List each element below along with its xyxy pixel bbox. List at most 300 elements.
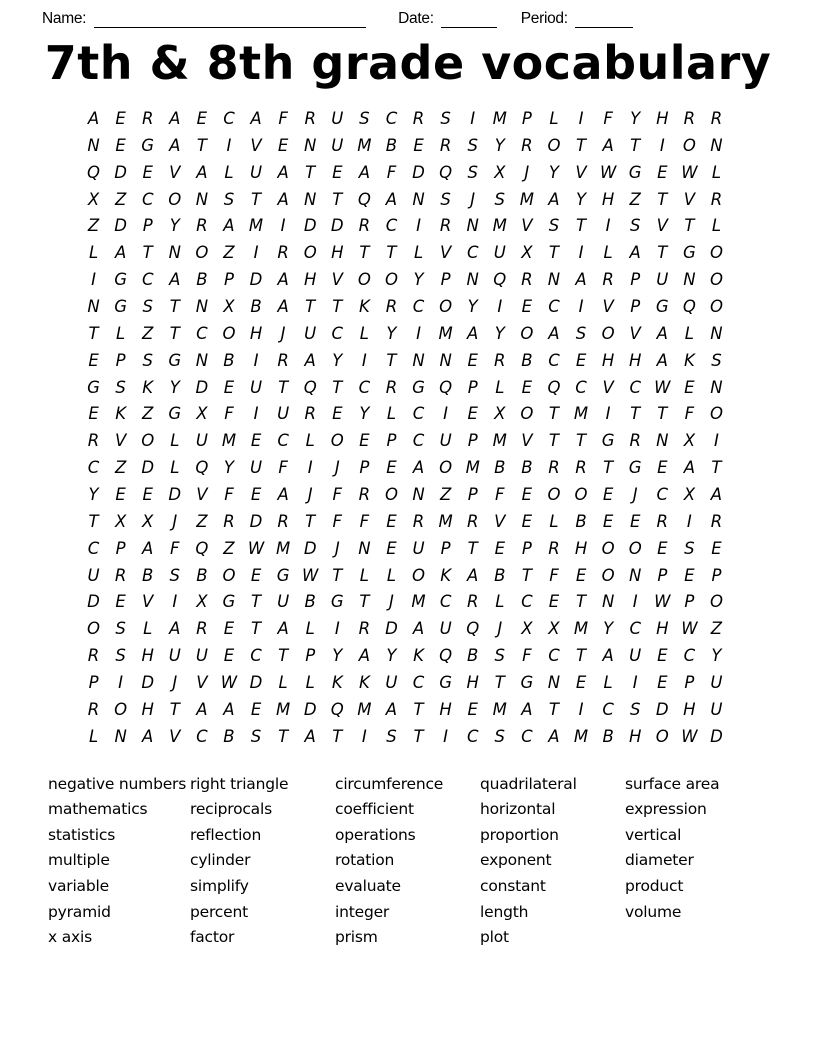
grid-cell: B [223,726,235,746]
word-bank-item: negative numbers [48,774,187,793]
grid-cell: O [303,243,317,263]
grid-cell: F [359,511,370,531]
grid-cell: D [249,511,263,531]
grid-cell: I [659,135,665,155]
grid-cell: T [332,377,343,397]
grid-cell: A [358,162,371,182]
grid-cell: L [684,323,694,343]
grid-cell: J [280,323,286,343]
grid-cell: P [386,431,397,451]
grid-cell: W [654,592,671,612]
grid-cell: G [439,672,453,692]
grid-cell: N [710,377,723,397]
grid-cell: R [656,511,669,531]
grid-cell: T [250,189,262,209]
word-bank-item: multiple [48,851,110,870]
grid-cell: W [247,538,265,558]
grid-cell: E [657,538,668,558]
word-bank-item: evaluate [335,877,401,895]
grid-cell: C [575,377,587,397]
grid-cell: E [684,377,695,397]
grid-cell: O [439,296,453,316]
grid-cell: I [253,243,259,263]
grid-cell: T [169,323,180,343]
word-bank-item: proportion [480,825,559,844]
grid-cell: V [169,726,181,746]
grid-row [80,454,730,481]
grid-cell: T [278,726,289,746]
grid-cell: R [466,511,479,531]
grid-cell: D [168,484,182,504]
grid-cell: C [385,216,398,236]
grid-cell: J [632,484,638,504]
grid-cell: U [656,270,669,290]
grid-cell: L [170,458,180,478]
grid-cell: T [413,699,424,719]
word-bank [0,772,816,951]
grid-cell: R [602,270,614,290]
grid-cell: Q [466,619,480,639]
grid-cell: N [114,726,127,746]
grid-cell: Z [87,216,100,236]
grid-cell: C [358,377,371,397]
grid-cell: C [439,592,452,612]
grid-cell: C [331,323,344,343]
grid-cell: U [250,458,263,478]
grid-cell: T [548,431,559,451]
word-bank-item: right triangle [190,774,289,793]
grid-cell: V [439,243,452,263]
grid-cell: L [143,619,153,639]
grid-cell: E [223,619,235,639]
grid-cell: P [467,431,478,451]
grid-cell: V [575,162,587,182]
grid-cell: T [603,458,614,478]
grid-cell: Z [142,323,154,343]
grid-cell: A [412,619,425,639]
grid-cell: R [196,216,208,236]
grid-cell: P [521,538,532,558]
grid-cell: Q [439,377,453,397]
grid-cell: A [467,565,479,585]
grid-cell: L [386,404,397,424]
grid-cell: F [278,458,288,478]
grid-cell: E [386,511,397,531]
grid-cell: H [628,726,642,746]
word-bank-item: vertical [625,825,682,844]
grid-cell: K [115,404,127,424]
grid-cell: C [548,350,560,370]
word-bank-item: statistics [48,825,116,844]
grid-cell: Q [87,162,101,182]
grid-cell: V [494,511,506,531]
grid-cell: S [223,189,235,209]
word-bank-item: pyramid [48,902,111,921]
grid-cell: Y [494,323,505,343]
grid-cell: T [142,243,153,263]
grid-cell: I [226,135,232,155]
grid-cell: P [684,672,695,692]
grid-cell: A [114,243,127,263]
grid-cell: E [521,296,533,316]
grid-row [80,239,730,266]
grid-cell: O [520,404,534,424]
grid-cell: P [305,646,316,666]
grid-cell: C [412,404,425,424]
grid-cell: T [88,511,99,531]
grid-cell: T [359,243,370,263]
grid-cell: E [602,484,614,504]
grid-cell: A [710,484,723,504]
grid-cell: K [413,646,424,666]
grid-cell: T [711,458,722,478]
grid-cell: X [494,162,506,182]
grid-cell: N [656,431,669,451]
grid-cell: Y [169,216,180,236]
grid-cell: R [629,431,641,451]
grid-cell: A [304,350,316,370]
grid-cell: N [547,270,561,290]
grid-cell: R [575,458,587,478]
grid-cell: X [87,189,100,209]
grid-row [80,669,730,696]
grid-cell: H [141,699,154,719]
grid-cell: N [87,135,100,155]
grid-cell: R [196,619,208,639]
grid-cell: O [601,565,615,585]
grid-cell: G [520,672,534,692]
grid-cell: N [358,538,371,558]
grid-cell: E [223,377,235,397]
grid-cell: M [492,216,507,236]
grid-cell: E [684,565,695,585]
grid-cell: T [250,619,262,639]
grid-cell: Y [630,108,641,128]
grid-cell: S [440,189,451,209]
grid-cell: A [358,646,371,666]
grid-cell: P [142,216,153,236]
grid-cell: X [142,511,154,531]
grid-row [80,508,730,535]
grid-cell: A [412,458,425,478]
grid-cell: O [384,270,398,290]
grid-cell: O [141,431,155,451]
grid-cell: C [412,431,425,451]
grid-cell: F [224,484,234,504]
grid-cell: V [521,216,533,236]
grid-cell: N [168,243,181,263]
grid-cell: J [524,162,530,182]
word-bank-item: mathematics [48,800,148,819]
grid-cell: C [629,377,641,397]
grid-cell: O [87,619,101,639]
grid-cell: I [714,431,719,451]
grid-cell: V [521,431,533,451]
grid-cell: Q [439,646,453,666]
grid-cell: L [224,162,234,182]
grid-row [80,320,730,347]
grid-row [80,400,730,427]
grid-cell: P [223,270,234,290]
grid-cell: M [492,699,507,719]
grid-cell: B [142,565,154,585]
grid-cell: R [466,592,479,612]
grid-cell: I [470,108,476,128]
grid-cell: D [249,270,263,290]
grid-cell: K [331,672,343,692]
grid-cell: A [683,458,696,478]
grid-cell: H [466,672,479,692]
grid-cell: K [358,296,370,316]
word-bank-item: diameter [625,851,694,870]
grid-cell: F [332,484,343,504]
grid-cell: R [385,377,398,397]
grid-cell: A [602,135,614,155]
grid-cell: G [655,296,669,316]
grid-cell: A [548,189,560,209]
grid-cell: T [305,511,316,531]
grid-cell: M [573,404,589,424]
grid-cell: U [710,672,723,692]
grid-cell: Z [710,619,723,639]
grid-cell: T [548,699,559,719]
grid-cell: R [87,646,100,666]
grid-cell: Q [195,538,209,558]
grid-cell: O [439,458,453,478]
grid-cell: A [548,726,560,746]
grid-cell: B [521,350,533,370]
grid-cell: H [574,538,588,558]
grid-cell: T [521,565,532,585]
grid-cell: E [711,538,722,558]
grid-cell: L [278,672,288,692]
grid-cell: O [709,404,723,424]
grid-cell: A [142,538,154,558]
grid-cell: V [196,484,208,504]
word-bank-item: reciprocals [190,800,272,819]
grid-cell: T [575,135,587,155]
grid-cell: R [304,108,316,128]
grid-cell: B [521,458,533,478]
grid-cell: M [275,538,291,558]
grid-cell: D [114,162,127,182]
grid-cell: H [601,189,615,209]
word-bank-item: expression [625,800,707,819]
grid-cell: N [710,135,723,155]
word-bank-item: coefficient [335,800,414,819]
grid-cell: I [361,350,367,370]
grid-cell: L [495,592,505,612]
grid-cell: E [359,431,370,451]
grid-row [80,696,730,723]
grid-cell: I [91,270,96,290]
grid-cell: U [385,672,398,692]
grid-cell: R [412,511,425,531]
grid-cell: T [575,216,587,236]
grid-cell: E [657,162,668,182]
grid-cell: Z [196,511,208,531]
grid-cell: X [521,619,533,639]
grid-cell: G [222,592,236,612]
word-bank-item: surface area [625,774,720,793]
grid-cell: S [494,646,506,666]
grid-cell: I [578,296,584,316]
grid-cell: C [412,296,425,316]
grid-cell: E [88,350,99,370]
grid-cell: T [332,189,343,209]
grid-cell: U [331,108,344,128]
grid-cell: R [141,108,154,128]
grid-cell: S [359,108,370,128]
grid-cell: O [709,243,723,263]
grid-cell: A [602,646,614,666]
grid-cell: R [114,565,127,585]
grid-cell: V [683,189,696,209]
grid-cell: G [114,270,128,290]
grid-cell: Z [223,243,235,263]
grid-cell: Y [359,404,370,424]
grid-cell: Z [629,189,641,209]
grid-cell: L [88,243,99,263]
word-bank-item: volume [625,902,682,921]
grid-cell: B [196,270,208,290]
grid-cell: O [709,296,723,316]
grid-cell: N [601,592,615,612]
grid-cell: V [331,270,343,290]
worksheet-header [0,0,816,28]
grid-cell: P [684,592,695,612]
grid-cell: S [711,350,722,370]
grid-cell: B [602,726,614,746]
grid-cell: H [141,646,154,666]
grid-cell: Y [467,296,478,316]
grid-cell: P [711,565,722,585]
grid-cell: W [302,565,319,585]
grid-cell: M [519,189,534,209]
grid-cell: M [438,511,453,531]
grid-cell: D [330,216,344,236]
grid-cell: L [305,431,315,451]
grid-cell: F [170,538,180,558]
grid-cell: M [411,592,426,612]
grid-cell: V [142,592,154,612]
grid-cell: F [522,646,532,666]
grid-cell: N [547,672,561,692]
grid-cell: I [605,404,611,424]
grid-cell: H [683,699,696,719]
word-bank-item: operations [335,825,416,844]
grid-cell: B [385,135,398,155]
date-field-group [398,10,497,28]
grid-cell: G [628,458,642,478]
grid-cell: E [657,672,668,692]
grid-cell: U [195,431,208,451]
grid-cell: I [443,404,449,424]
grid-cell: R [548,458,560,478]
grid-cell: T [88,323,99,343]
grid-cell: S [629,699,641,719]
grid-cell: F [224,404,234,424]
word-bank-item: circumference [335,774,444,793]
date-label: Date: [398,10,434,27]
grid-cell: C [602,699,614,719]
grid-cell: Y [88,484,99,504]
grid-cell: A [169,270,181,290]
grid-cell: O [330,431,344,451]
grid-cell: A [250,108,262,128]
grid-cell: Y [169,377,180,397]
grid-cell: R [521,135,533,155]
grid-cell: U [439,619,452,639]
grid-cell: K [440,565,452,585]
grid-cell: T [196,135,207,155]
grid-cell: E [332,162,343,182]
grid-cell: F [278,108,288,128]
word-bank-item: integer [335,902,390,921]
grid-cell: V [629,323,641,343]
grid-cell: B [467,646,479,666]
grid-cell: F [603,108,613,128]
grid-cell: U [87,565,100,585]
grid-cell: C [277,431,289,451]
grid-cell: N [195,350,209,370]
grid-cell: Y [223,458,234,478]
grid-cell: P [521,108,532,128]
grid-cell: A [656,323,668,343]
grid-cell: D [303,699,317,719]
period-field-group [521,10,633,28]
grid-cell: Z [142,404,154,424]
grid-cell: I [416,216,421,236]
grid-cell: X [196,404,208,424]
grid-cell: A [223,216,235,236]
grid-cell: R [710,511,723,531]
grid-cell: C [87,458,100,478]
grid-cell: R [710,189,723,209]
grid-cell: I [334,619,340,639]
grid-cell: J [307,484,313,504]
grid-cell: Y [548,162,559,182]
grid-cell: J [172,511,178,531]
grid-cell: E [196,108,208,128]
grid-cell: D [141,458,155,478]
page-title: 7th & 8th grade vocabulary [44,36,772,90]
grid-cell: H [303,270,317,290]
grid-cell: M [465,458,480,478]
grid-cell: X [683,484,696,504]
grid-cell: A [196,162,208,182]
grid-cell: E [115,108,126,128]
grid-cell: R [87,431,100,451]
grid-cell: I [416,323,421,343]
grid-row [80,266,730,293]
grid-cell: R [358,619,371,639]
grid-cell: O [709,270,723,290]
grid-row [80,642,730,669]
grid-cell: R [439,135,452,155]
grid-cell: I [172,592,178,612]
grid-cell: T [575,592,587,612]
grid-cell: S [548,216,560,236]
grid-cell: O [547,135,561,155]
grid-cell: D [655,699,669,719]
grid-cell: S [142,350,153,370]
grid-cell: T [332,726,343,746]
grid-cell: E [467,404,478,424]
grid-cell: I [118,672,124,692]
grid-cell: S [494,189,506,209]
grid-cell: M [573,619,589,639]
